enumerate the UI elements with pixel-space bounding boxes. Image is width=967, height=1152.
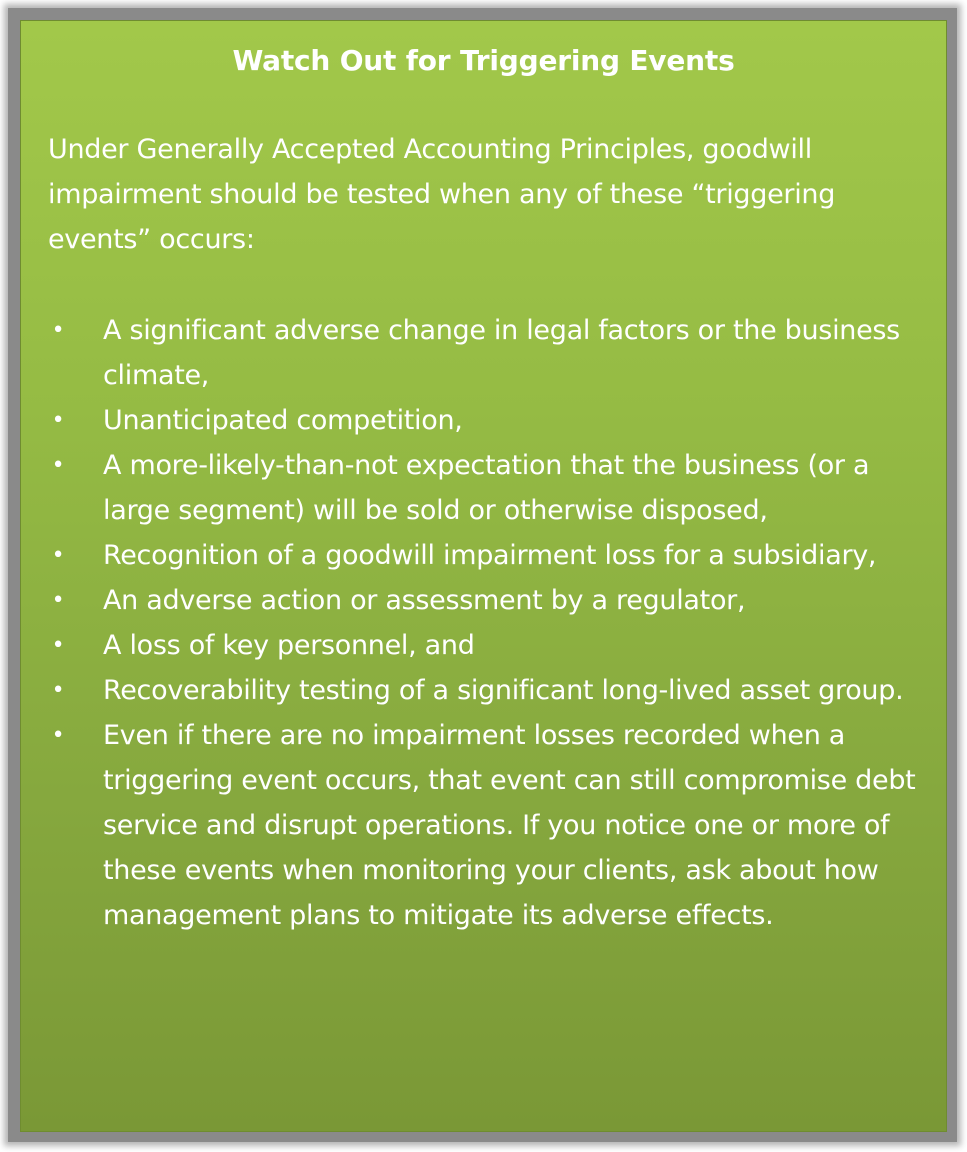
list-item-text: A significant adverse change in legal factors or the business climate, (103, 315, 900, 391)
list-item-text: Unanticipated competition, (103, 405, 463, 436)
list-item (48, 533, 938, 578)
bullet-icon: • (51, 453, 65, 478)
bullet-icon: • (51, 318, 65, 343)
list-item (48, 623, 938, 668)
callout-title: Watch Out for Triggering Events (232, 44, 735, 77)
list-item (48, 668, 938, 713)
callout-box (20, 20, 947, 1132)
bullet-icon: • (51, 678, 65, 703)
intro-paragraph: Under Generally Accepted Accounting Principles, goodwill impairment should be tested when any of these “triggering events” occurs: (48, 134, 836, 255)
list-item-text: A loss of key personnel, and (103, 630, 475, 661)
bullet-icon: • (51, 633, 65, 658)
list-item (48, 308, 938, 398)
list-item (48, 398, 938, 443)
bullet-icon: • (51, 723, 65, 748)
list-item-text: Even if there are no impairment losses recorded when a triggering event occurs, that event can still compromise debt service and disrupt operations. If you notice one or more of these events when monitoring your clients, ask about how management plans to mitigate its adverse effects. (103, 720, 916, 931)
bullet-icon: • (51, 543, 65, 568)
list-item (48, 443, 938, 533)
bullet-icon: • (51, 588, 65, 613)
list-item-text: Recoverability testing of a significant long-lived asset group. (103, 675, 904, 706)
list-item (48, 713, 938, 938)
list-item (48, 578, 938, 623)
bullet-icon: • (51, 408, 65, 433)
list-item-text: A more-likely-than-not expectation that the business (or a large segment) will be sold or otherwise disposed, (103, 450, 870, 526)
triggering-events-list (48, 308, 938, 938)
list-item-text: Recognition of a goodwill impairment loss for a subsidiary, (103, 540, 877, 571)
list-item-text: An adverse action or assessment by a regulator, (103, 585, 746, 616)
